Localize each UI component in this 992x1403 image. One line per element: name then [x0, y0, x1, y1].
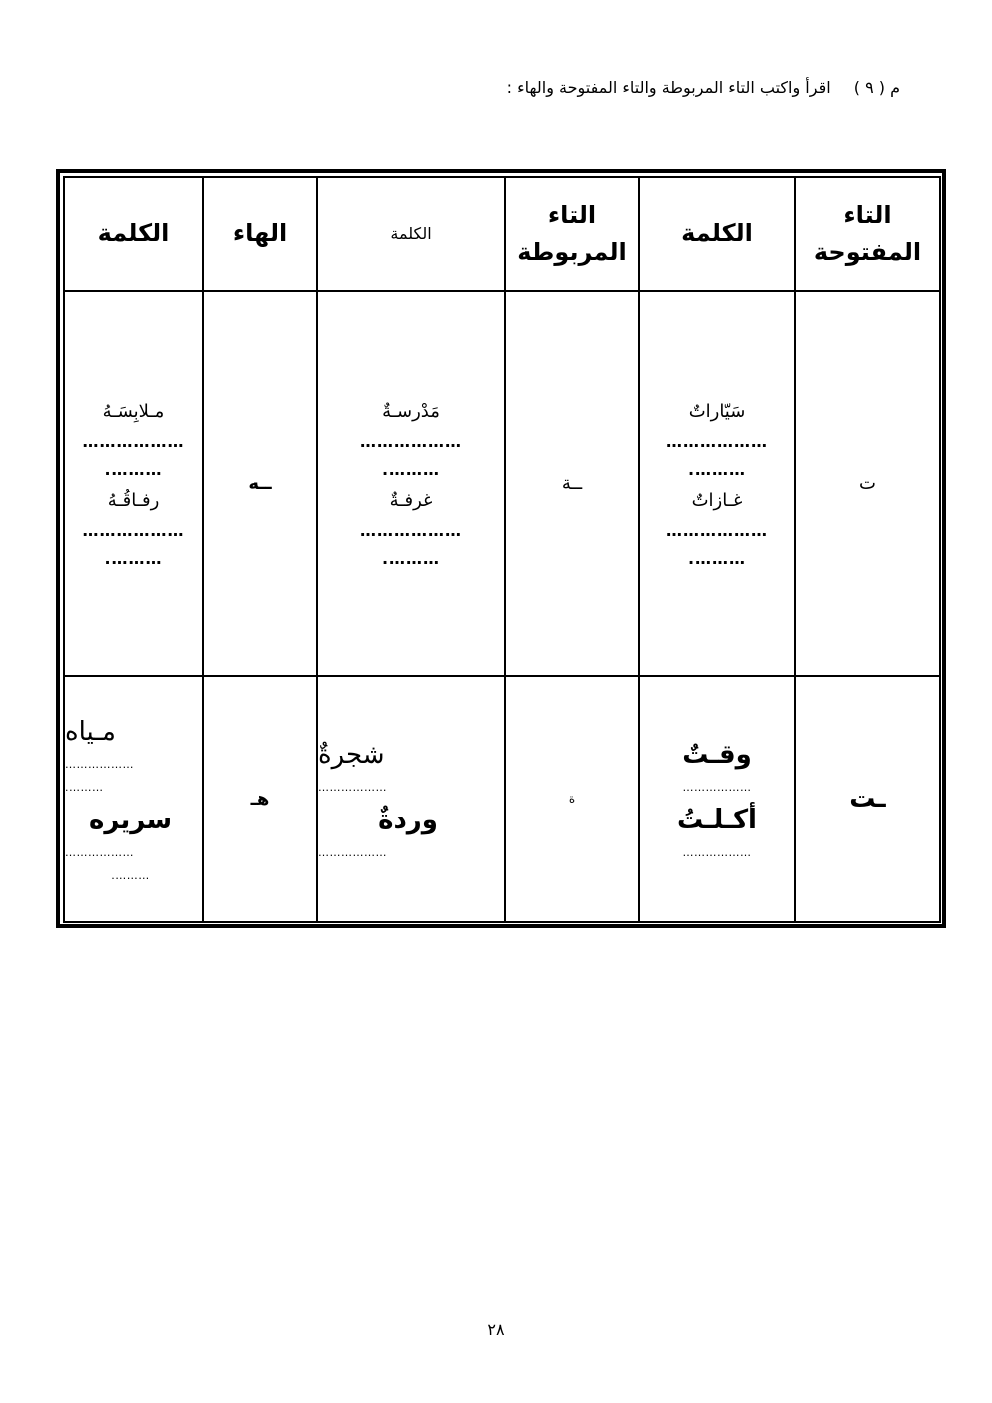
writing-line[interactable]: ………………: [82, 520, 185, 540]
writing-line[interactable]: ……….: [687, 459, 747, 479]
writing-line[interactable]: ………………: [682, 781, 752, 794]
writing-line[interactable]: ……….: [104, 548, 163, 568]
ha-words-cell: [64, 676, 203, 922]
ha-letter: ــه: [203, 291, 317, 676]
word: وردةٌ: [378, 805, 438, 835]
worksheet-table: [63, 176, 941, 923]
writing-line[interactable]: ………………: [360, 520, 462, 540]
writing-line[interactable]: ……….: [65, 781, 104, 794]
word: مـلابِسَـهُ: [102, 400, 165, 422]
writing-line[interactable]: ……….: [381, 548, 441, 568]
table-row: [64, 291, 940, 676]
header-ha: الهاء: [203, 177, 317, 291]
open-ta-words-cell: [639, 291, 795, 676]
writing-line[interactable]: ………………: [666, 431, 768, 451]
open-ta-letter: ت: [795, 291, 940, 676]
open-ta-words-cell: [639, 676, 795, 922]
word: غرفـةٌ: [389, 489, 433, 511]
header-word-3: الكلمة: [64, 177, 203, 291]
word: رفـاقُـهُ: [107, 489, 160, 511]
exercise-number: م ( ٩ ): [853, 78, 900, 97]
word: غـازاتٌ: [691, 489, 743, 511]
header-word-1: الكلمة: [639, 177, 795, 291]
open-ta-letter: ـت: [795, 676, 940, 922]
worksheet-table-frame: [56, 169, 946, 928]
writing-line[interactable]: ……….: [104, 459, 163, 479]
writing-line[interactable]: ………………: [318, 846, 387, 859]
word: شجرةٌ: [318, 740, 385, 770]
word: أكـلـتُ: [677, 805, 757, 835]
writing-line[interactable]: ………………: [666, 520, 768, 540]
word: وقـتٌ: [682, 740, 752, 770]
header-closed-ta: التاء المربوطة: [505, 177, 639, 291]
writing-line[interactable]: ………………: [360, 431, 462, 451]
ha-words-cell: [64, 291, 203, 676]
writing-line[interactable]: ………………: [318, 781, 387, 794]
closed-ta-words-cell: [317, 676, 505, 922]
writing-line[interactable]: ……….: [687, 548, 747, 568]
writing-line[interactable]: ……….: [111, 869, 150, 882]
instruction-text: اقرأ واكتب التاء المربوطة والتاء المفتوحة والهاء :: [506, 78, 831, 97]
ha-letter: هـ: [203, 676, 317, 922]
word: سريره: [88, 805, 173, 835]
page-number: ٢٨: [487, 1320, 505, 1339]
table-row: [64, 676, 940, 922]
instruction-line: [507, 78, 900, 97]
word: مـياه: [65, 717, 116, 747]
writing-line[interactable]: ………………: [65, 846, 134, 859]
closed-ta-words-cell: [317, 291, 505, 676]
header-row: [64, 177, 940, 291]
writing-line[interactable]: ……….: [381, 459, 441, 479]
writing-line[interactable]: ………………: [65, 758, 134, 771]
word: مَدْرسـةٌ: [382, 400, 440, 422]
closed-ta-letter: ــة: [505, 291, 639, 676]
header-word-2: الكلمة: [317, 177, 505, 291]
closed-ta-letter: ة: [505, 676, 639, 922]
header-open-ta: التاء المفتوحة: [795, 177, 940, 291]
writing-line[interactable]: ………………: [682, 846, 752, 859]
word: سَيّاراتٌ: [688, 400, 746, 422]
writing-line[interactable]: ………………: [82, 431, 185, 451]
